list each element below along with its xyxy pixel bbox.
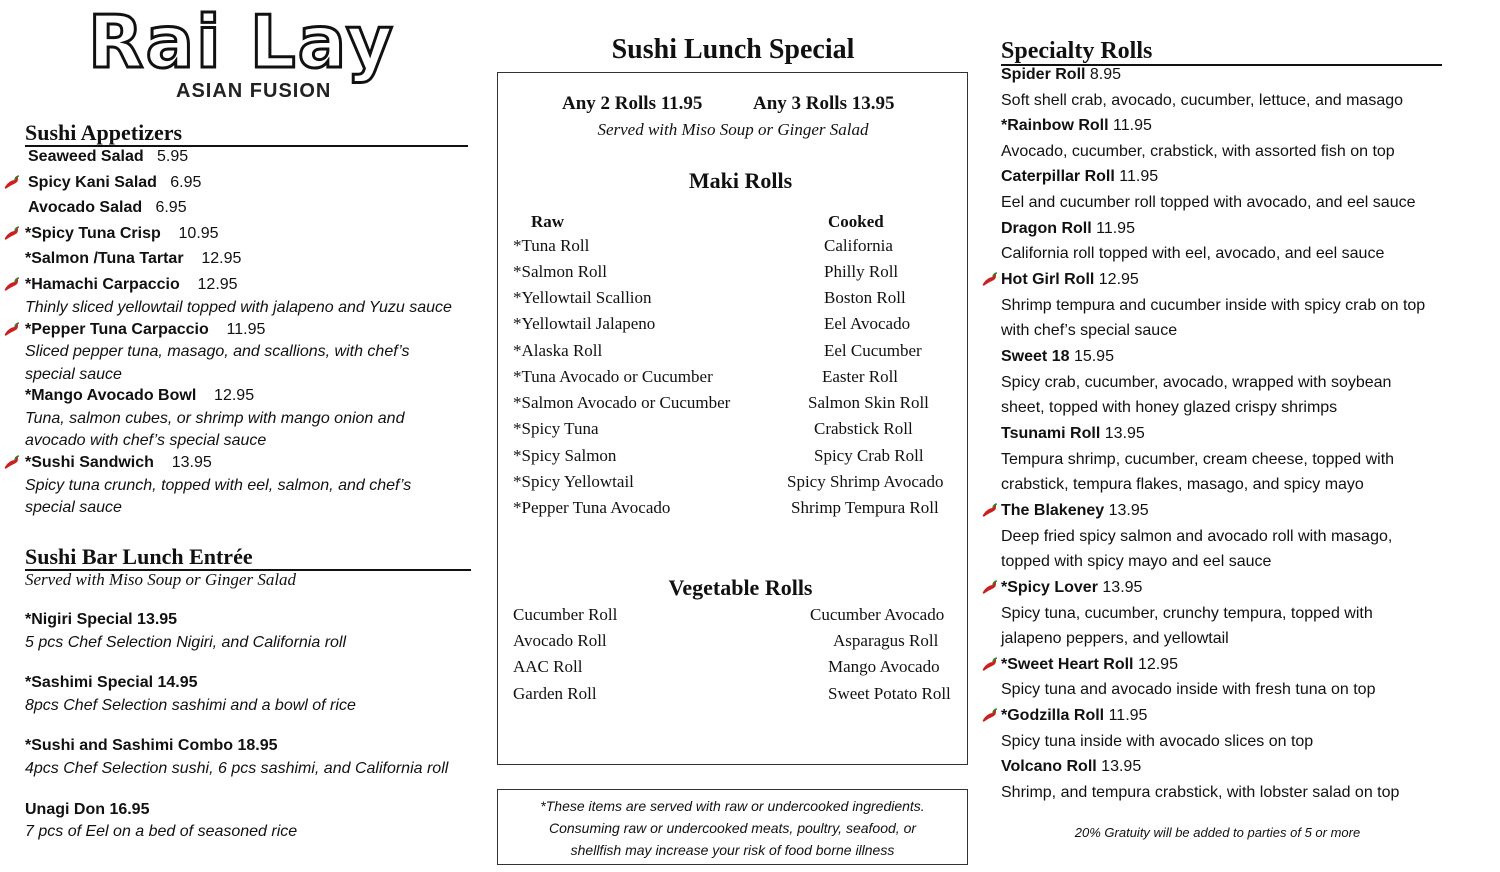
chili-pepper-icon xyxy=(981,657,999,673)
item-description: avocado with chef’s special sauce xyxy=(25,432,267,449)
list-item: Spicy Crab Roll xyxy=(814,446,924,465)
list-item: *Spicy Yellowtail xyxy=(513,472,634,491)
item-description: topped with spicy mayo and eel sauce xyxy=(1001,553,1272,570)
list-item: Garden Roll xyxy=(513,684,597,703)
item-description: Spicy tuna crunch, topped with eel, salmon, and chef’s xyxy=(25,477,412,494)
item-description: California roll topped with eel, avocado, and eel sauce xyxy=(1001,245,1385,262)
list-item: Sweet 18 15.95 xyxy=(1001,348,1114,365)
list-item: California xyxy=(824,236,893,255)
vegetable-rolls-title: Vegetable Rolls xyxy=(668,575,813,600)
list-item: Avocado Salad 6.95 xyxy=(28,199,187,216)
brand-name: Rai Lay xyxy=(88,0,395,84)
item-description: Spicy tuna and avocado inside with fresh tuna on top xyxy=(1001,681,1376,698)
chili-pepper-icon xyxy=(981,708,999,724)
list-item: *Tuna Avocado or Cucumber xyxy=(513,367,713,386)
item-description: Avocado, cucumber, crabstick, with assorted fish on top xyxy=(1001,143,1395,160)
entree-title: Sushi Bar Lunch Entrée xyxy=(25,545,471,571)
list-item: Philly Roll xyxy=(824,262,899,281)
list-item: Salmon Skin Roll xyxy=(808,393,929,412)
item-description: Spicy tuna inside with avocado slices on top xyxy=(1001,733,1314,750)
specialty-rolls-title: Specialty Rolls xyxy=(1001,38,1442,66)
chili-pepper-icon xyxy=(3,226,21,242)
list-item: *Salmon /Tuna Tartar 12.95 xyxy=(25,250,242,267)
raw-food-disclaimer: *These items are served with raw or undercooked ingredients. Consuming raw or undercooked meats, poultry, seafood, or shellfish may increase your risk of food borne illness xyxy=(497,789,968,865)
list-item: Unagi Don 16.95 xyxy=(25,801,150,818)
item-description: Thinly sliced yellowtail topped with jalapeno and Yuzu sauce xyxy=(25,299,452,316)
item-description: sheet, topped with honey glazed crispy shrimps xyxy=(1001,399,1338,416)
item-description: Deep fried spicy salmon and avocado roll with masago, xyxy=(1001,528,1393,545)
item-description: crabstick, tempura flakes, masago, and spicy mayo xyxy=(1001,476,1364,493)
list-item: Cucumber Roll xyxy=(513,605,618,624)
list-item: *Spicy Salmon xyxy=(513,446,617,465)
list-item: *Sweet Heart Roll 12.95 xyxy=(1001,656,1178,673)
chili-pepper-icon xyxy=(3,175,21,191)
list-item: Dragon Roll 11.95 xyxy=(1001,220,1135,237)
list-item: *Hamachi Carpaccio 12.95 xyxy=(25,276,238,293)
list-item: Volcano Roll 13.95 xyxy=(1001,758,1142,775)
item-description: special sauce xyxy=(25,366,122,383)
item-description: Spicy crab, cucumber, avocado, wrapped with soybean xyxy=(1001,374,1392,391)
chili-pepper-icon xyxy=(981,272,999,288)
list-item: *Pepper Tuna Carpaccio 11.95 xyxy=(25,321,266,338)
chili-pepper-icon xyxy=(3,322,21,338)
deal-two-rolls: Any 2 Rolls 11.95 xyxy=(562,93,703,114)
lunch-served-with: Served with Miso Soup or Ginger Salad xyxy=(597,120,869,139)
list-item: *Yellowtail Jalapeno xyxy=(513,314,656,333)
list-item: *Tuna Roll xyxy=(513,236,590,255)
list-item: The Blakeney 13.95 xyxy=(1001,502,1149,519)
gratuity-note: 20% Gratuity will be added to parties of 5 or more xyxy=(1074,825,1361,840)
list-item: *Salmon Avocado or Cucumber xyxy=(513,393,731,412)
list-item: *Nigiri Special 13.95 xyxy=(25,611,178,628)
list-item: Shrimp Tempura Roll xyxy=(791,498,939,517)
chili-pepper-icon xyxy=(981,580,999,596)
list-item: *Rainbow Roll 11.95 xyxy=(1001,117,1152,134)
list-item: *Spicy Tuna xyxy=(513,419,599,438)
item-description: 5 pcs Chef Selection Nigiri, and California roll xyxy=(25,634,347,651)
cooked-header: Cooked xyxy=(828,212,884,231)
list-item: Spider Roll 8.95 xyxy=(1001,66,1122,83)
item-description: special sauce xyxy=(25,499,122,516)
list-item: Caterpillar Roll 11.95 xyxy=(1001,168,1159,185)
item-description: Tuna, salmon cubes, or shrimp with mango onion and xyxy=(25,410,405,427)
item-description: Shrimp tempura and cucumber inside with spicy crab on top xyxy=(1001,297,1426,314)
list-item: Spicy Shrimp Avocado xyxy=(787,472,944,491)
entree-subtitle: Served with Miso Soup or Ginger Salad xyxy=(25,570,297,589)
list-item: *Spicy Tuna Crisp 10.95 xyxy=(25,225,219,242)
item-description: 7 pcs of Eel on a bed of seasoned rice xyxy=(25,823,298,840)
maki-rolls-title: Maki Rolls xyxy=(688,168,793,193)
brand-tagline: ASIAN FUSION xyxy=(176,80,332,102)
list-item: AAC Roll xyxy=(513,657,583,676)
list-item: Hot Girl Roll 12.95 xyxy=(1001,271,1139,288)
list-item: *Pepper Tuna Avocado xyxy=(513,498,671,517)
deal-three-rolls: Any 3 Rolls 13.95 xyxy=(753,93,895,114)
chili-pepper-icon xyxy=(3,455,21,471)
list-item: *Sushi and Sashimi Combo 18.95 xyxy=(25,737,278,754)
list-item: Asparagus Roll xyxy=(833,631,939,650)
list-item: Crabstick Roll xyxy=(814,419,913,438)
chili-pepper-icon xyxy=(981,503,999,519)
item-description: with chef’s special sauce xyxy=(1001,322,1178,339)
list-item: Tsunami Roll 13.95 xyxy=(1001,425,1145,442)
item-description: Sliced pepper tuna, masago, and scallions, with chef’s xyxy=(25,343,410,360)
appetizers-title: Sushi Appetizers xyxy=(25,121,468,147)
raw-header: Raw xyxy=(531,212,565,231)
chili-pepper-icon xyxy=(3,277,21,293)
list-item: Mango Avocado xyxy=(828,657,940,676)
list-item: *Yellowtail Scallion xyxy=(513,288,652,307)
list-item: *Alaska Roll xyxy=(513,341,603,360)
lunch-special-title: Sushi Lunch Special xyxy=(611,34,855,65)
list-item: Avocado Roll xyxy=(513,631,607,650)
item-description: Eel and cucumber roll topped with avocado, and eel sauce xyxy=(1001,194,1416,211)
item-description: Shrimp, and tempura crabstick, with lobster salad on top xyxy=(1001,784,1400,801)
list-item: Eel Avocado xyxy=(824,314,911,333)
item-description: Tempura shrimp, cucumber, cream cheese, topped with xyxy=(1001,451,1395,468)
item-description: jalapeno peppers, and yellowtail xyxy=(1001,630,1229,647)
item-description: Soft shell crab, avocado, cucumber, lettuce, and masago xyxy=(1001,92,1404,109)
list-item: *Sashimi Special 14.95 xyxy=(25,674,198,691)
list-item: *Salmon Roll xyxy=(513,262,607,281)
list-item: *Godzilla Roll 11.95 xyxy=(1001,707,1148,724)
item-description: 8pcs Chef Selection sashimi and a bowl of rice xyxy=(25,697,356,714)
list-item: *Sushi Sandwich 13.95 xyxy=(25,454,212,471)
list-item: Seaweed Salad 5.95 xyxy=(28,148,189,165)
brand-logo xyxy=(88,0,395,103)
list-item: Spicy Kani Salad 6.95 xyxy=(28,174,202,191)
item-description: Spicy tuna, cucumber, crunchy tempura, topped with xyxy=(1001,605,1373,622)
list-item: *Spicy Lover 13.95 xyxy=(1001,579,1143,596)
list-item: Eel Cucumber xyxy=(824,341,922,360)
item-description: 4pcs Chef Selection sushi, 6 pcs sashimi, and California roll xyxy=(25,760,449,777)
list-item: *Mango Avocado Bowl 12.95 xyxy=(25,387,255,404)
list-item: Easter Roll xyxy=(822,367,899,386)
list-item: Cucumber Avocado xyxy=(810,605,945,624)
list-item: Sweet Potato Roll xyxy=(828,684,951,703)
list-item: Boston Roll xyxy=(824,288,906,307)
